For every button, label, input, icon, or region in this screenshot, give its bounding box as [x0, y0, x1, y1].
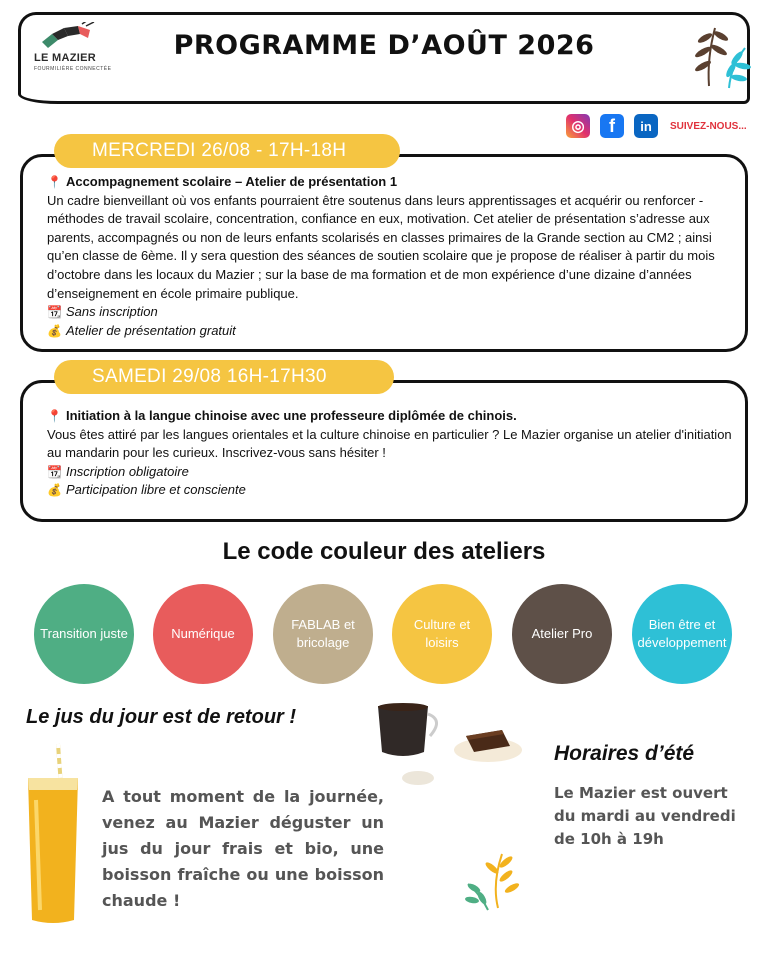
social-links	[566, 114, 747, 138]
color-code-title: Le code couleur des ateliers	[222, 538, 546, 565]
category-transition-juste: Transition juste	[34, 584, 134, 684]
category-atelier-pro: Atelier Pro	[512, 584, 612, 684]
juice-description: A tout moment de la journée, venez au Mazier déguster un jus du jour frais et bio, une boisson fraîche ou une boisson chaude !	[102, 787, 384, 910]
category-culture-loisirs: Culture et loisirs	[392, 584, 492, 684]
event-price: Atelier de présentation gratuit	[65, 322, 236, 338]
page-title: PROGRAMME D’AOÛT 2026	[173, 30, 595, 61]
hours-description: Le Mazier est ouvert du mardi au vendredi de 10h à 19h	[554, 784, 736, 848]
event-title: Initiation à la langue chinoise avec une professeure diplômée de chinois.	[65, 408, 517, 423]
hours-title: Horaires d’été	[554, 742, 695, 765]
money-bag-icon: 💰	[47, 483, 62, 498]
event-description: Un cadre bienveillant où vos enfants pourraient être soutenus dans leurs apprentissages et acquérir ou renforcer - méthodes de travail scolaire, concentration, confiance en eux, motivation. Cet atelier de présentation s’adresse aux parents, accompagnés ou non de leurs enfants scolarisés en classes primaires de la Grande section au CM2 ; ainsi qu’en classe de 6ème. Il y sera question des séances de soutien scolaire que je propose de réaliser à partir du mois d’octobre dans les locaux du Mazier ; sur la base de ma formation et de mon expérience d’une dizaine d’années d’enseignement en école primaire publique.	[47, 192, 715, 301]
pin-icon: 📍	[47, 409, 62, 423]
juice-glass-image	[22, 740, 84, 926]
juice-title: Le jus du jour est de retour !	[26, 706, 297, 728]
event-date-badge: MERCREDI 26/08 - 17H-18H	[54, 134, 400, 168]
money-bag-icon: 💰	[47, 323, 62, 338]
event-card-2	[20, 380, 748, 522]
event-description: Vous êtes attiré par les langues orientales et la culture chinoise en particulier ? Le Mazier organise un atelier d'initiation au mandarin pour les curieux. Inscrivez-vous sans hésiter !	[47, 426, 732, 461]
category-bien-etre: Bien être et développement	[632, 584, 732, 684]
logo-text: LE MAZIER	[34, 52, 96, 64]
event-date-badge: SAMEDI 29/08 16H-17H30	[54, 360, 394, 394]
calendar-icon: 📆	[47, 464, 62, 479]
pin-icon: 📍	[47, 175, 62, 189]
calendar-icon: 📆	[47, 305, 62, 320]
event-card-1	[20, 154, 748, 352]
follow-us-link[interactable]: SUIVEZ-NOUS...	[670, 120, 747, 132]
event-registration: Inscription obligatoire	[65, 463, 189, 479]
linkedin-icon[interactable]: in	[634, 114, 658, 138]
event-body	[47, 407, 737, 500]
event-title: Accompagnement scolaire – Atelier de présentation 1	[65, 174, 398, 189]
event-registration: Sans inscription	[65, 304, 158, 320]
event-price: Participation libre et consciente	[65, 482, 246, 498]
coffee-and-cake-image	[370, 698, 530, 790]
leaf-decoration-icon	[462, 844, 528, 912]
logo-subtext: FOURMILIÈRE CONNECTÉE	[34, 66, 112, 72]
category-fablab: FABLAB et bricolage	[273, 584, 373, 684]
leaf-decoration-icon	[685, 22, 751, 90]
facebook-icon[interactable]: f	[600, 114, 624, 138]
instagram-icon[interactable]: ◎	[566, 114, 590, 138]
event-body	[47, 173, 737, 340]
category-numerique: Numérique	[153, 584, 253, 684]
